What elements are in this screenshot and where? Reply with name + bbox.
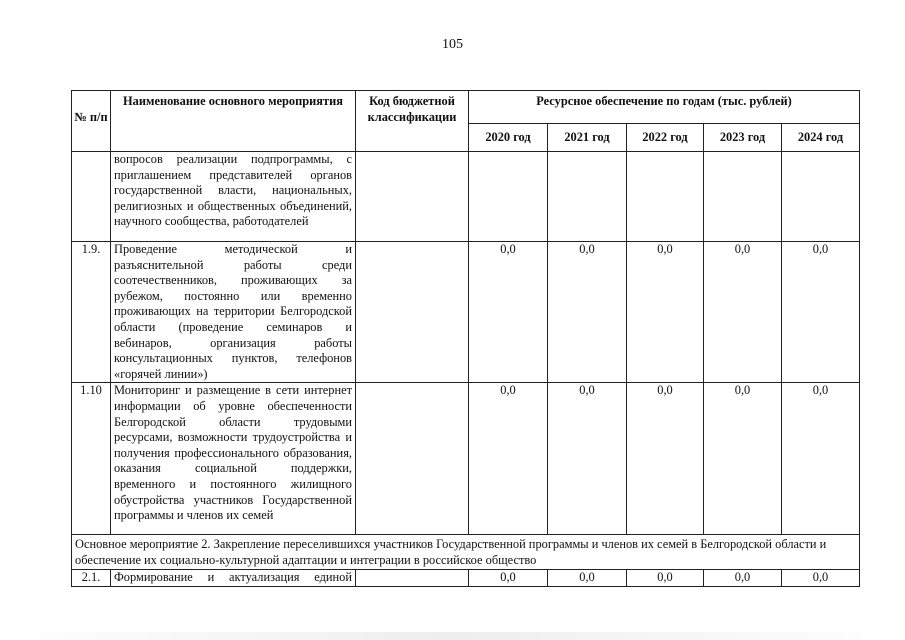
row-value: 0,0 — [469, 570, 548, 587]
header-year: 2020 год — [469, 124, 548, 152]
budget-table — [71, 90, 860, 587]
row-value — [704, 152, 782, 242]
section-row — [72, 535, 860, 570]
row-value — [469, 152, 548, 242]
scan-edge — [0, 632, 905, 640]
row-value: 0,0 — [548, 242, 627, 383]
section-title: Основное мероприятие 2. Закрепление переселившихся участников Государственной программы и членов их семей в Белгородской области и обеспечение их социально-культурной адаптации и интеграции в российское общество — [72, 535, 860, 570]
table-row — [72, 152, 860, 242]
header-row — [72, 91, 860, 124]
header-year: 2022 год — [627, 124, 704, 152]
row-value: 0,0 — [627, 242, 704, 383]
row-code — [356, 152, 469, 242]
table-row — [72, 383, 860, 535]
header-year: 2023 год — [704, 124, 782, 152]
row-value: 0,0 — [548, 383, 627, 535]
row-value: 0,0 — [469, 383, 548, 535]
row-value: 0,0 — [469, 242, 548, 383]
row-name: Проведение методической и разъяснительной работы среди соотечественников, проживающих за рубежом, постоянно или временно проживающих на территории Белгородской области (проведение семинаров и вебинаров, организация работы консультационных пунктов, телефонов «горячей линии») — [111, 242, 356, 383]
row-value: 0,0 — [548, 570, 627, 587]
row-num: 2.1. — [72, 570, 111, 587]
row-value — [782, 152, 860, 242]
row-value — [627, 152, 704, 242]
row-num: 1.10 — [72, 383, 111, 535]
row-code — [356, 383, 469, 535]
row-num: 1.9. — [72, 242, 111, 383]
header-name: Наименование основного мероприятия — [111, 91, 356, 152]
header-year: 2021 год — [548, 124, 627, 152]
header-num: № п/п — [72, 91, 111, 152]
table-row — [72, 570, 860, 587]
row-value: 0,0 — [704, 570, 782, 587]
row-name: вопросов реализации подпрограммы, с приглашением представителей органов государственной власти, национальных, религиозных и общественных объединений, научного сообщества, работодателей — [111, 152, 356, 242]
header-code: Код бюджетной классификации — [356, 91, 469, 152]
row-value: 0,0 — [627, 383, 704, 535]
header-year: 2024 год — [782, 124, 860, 152]
row-code — [356, 242, 469, 383]
header-resources: Ресурсное обеспечение по годам (тыс. рублей) — [469, 91, 860, 124]
row-value: 0,0 — [782, 383, 860, 535]
row-name: Формирование и актуализация единой — [111, 570, 356, 587]
row-value: 0,0 — [627, 570, 704, 587]
row-value: 0,0 — [704, 242, 782, 383]
table-row — [72, 242, 860, 383]
row-value — [548, 152, 627, 242]
row-code — [356, 570, 469, 587]
row-num — [72, 152, 111, 242]
page-number: 105 — [442, 37, 463, 52]
row-value: 0,0 — [704, 383, 782, 535]
row-name: Мониторинг и размещение в сети интернет информации об уровне обеспеченности Белгородской области трудовыми ресурсами, возможности трудоустройства и получения профессионального образования, оказания социальной поддержки, временного и постоянного жилищного обустройства участников Государственной программы и членов их семей — [111, 383, 356, 535]
row-value: 0,0 — [782, 242, 860, 383]
row-value: 0,0 — [782, 570, 860, 587]
